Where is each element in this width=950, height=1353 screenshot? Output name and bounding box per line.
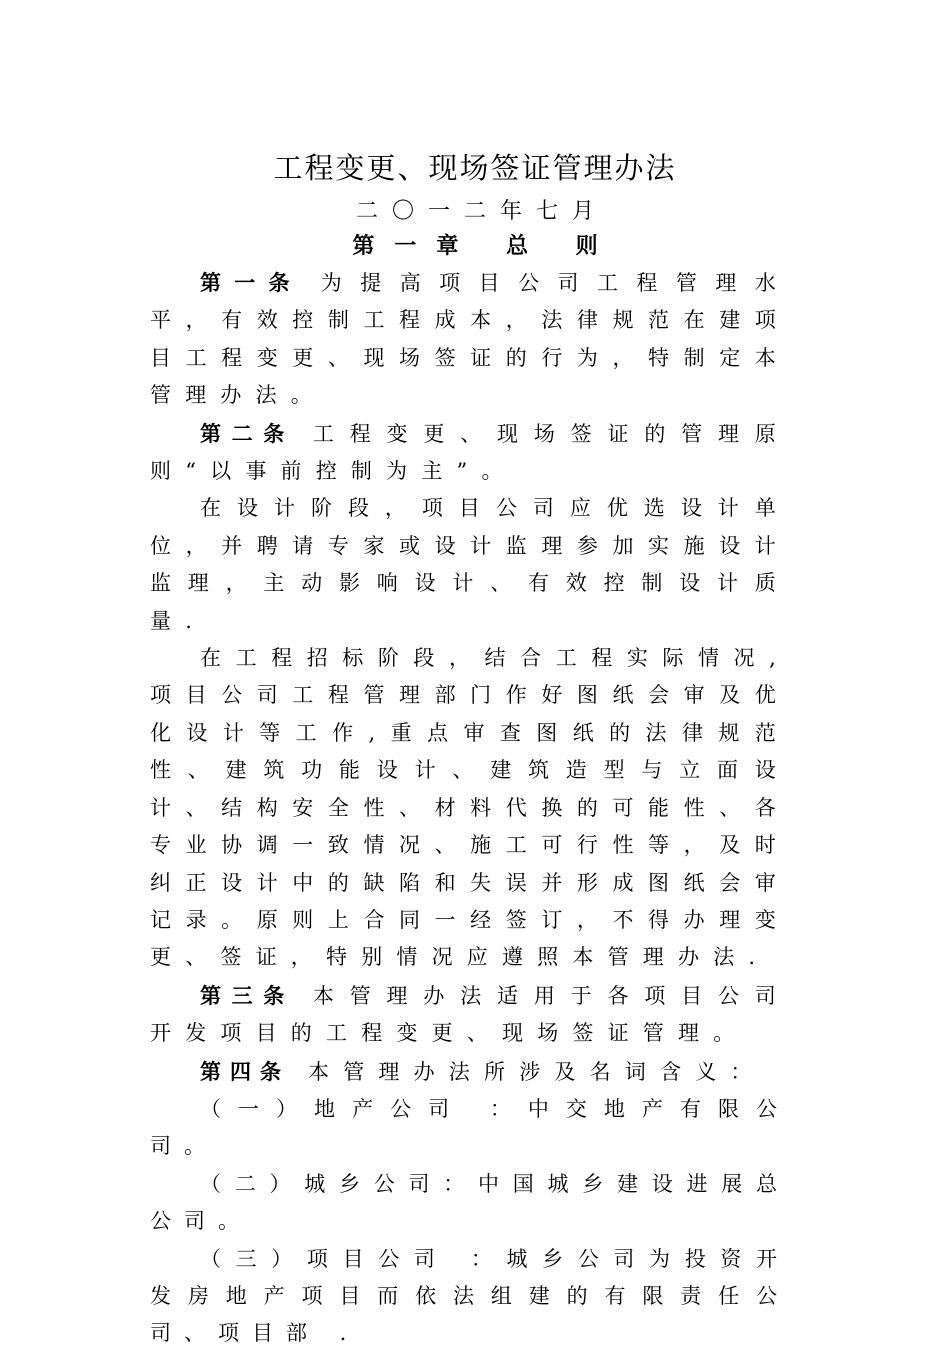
paragraph-text: （三）项目公司 ：城乡公司为投资开发房地产项目而依法组建的有限责任公司、项目部 . xyxy=(150,1246,790,1346)
paragraph xyxy=(150,415,790,491)
document-title: 工程变更、现场签证管理办法 xyxy=(273,151,677,185)
document-body xyxy=(150,264,790,1353)
paragraph-text: 工程变更、现场签证的管理原则“以事前控制为主”。 xyxy=(150,421,791,484)
document-date: 二〇一二年七月 xyxy=(355,199,608,224)
chapter-heading: 第一章 总 则 xyxy=(352,233,618,259)
paragraph xyxy=(150,264,790,415)
article-label: 第一条 xyxy=(200,270,303,295)
paragraph-text: 本管理办法所涉及名词含义： xyxy=(308,1059,766,1084)
paragraph xyxy=(150,977,790,1053)
definition-item xyxy=(150,1091,790,1166)
paragraph-text: 本管理办法适用于各项目公司开发项目的工程变更、现场签证管理。 xyxy=(150,983,791,1046)
paragraph xyxy=(150,640,790,977)
paragraph-text: （二）城乡公司：中国城乡建设进展总公司。 xyxy=(150,1171,790,1234)
paragraph xyxy=(150,490,790,640)
paragraph xyxy=(150,1053,790,1091)
paragraph-text: 在工程招标阶段，结合工程实际情况,项目公司工程管理部门作好图纸会审及优化设计等工作,重点审查图纸的法律规范性、建筑功能设计、建筑造型与立面设计、结构安全性、材料代换的可能性、各专业协调一致情况、施工可行性等，及时纠正设计中的缺陷和失误并形成图纸会审记录。原则上合同一经签订，不得办理变更、签证，特别情况应遵照本管理办法. xyxy=(150,646,790,970)
article-label: 第四条 xyxy=(200,1058,290,1084)
definition-item xyxy=(150,1166,790,1241)
paragraph-text: 为提高项目公司工程管理水平，有效控制工程成本，法律规范在建项目工程变更、现场签证的行为，特制定本管理办法。 xyxy=(150,271,791,408)
paragraph-text: 在设计阶段，项目公司应优选设计单位，并聘请专家或设计监理参加实施设计监理，主动影响设计、有效控制设计质量. xyxy=(150,496,790,633)
paragraph-text: （一）地产公司 ：中交地产有限公司。 xyxy=(150,1096,790,1159)
article-label: 第二条 xyxy=(200,420,295,446)
definition-item xyxy=(150,1241,790,1353)
article-label: 第三条 xyxy=(200,982,295,1008)
